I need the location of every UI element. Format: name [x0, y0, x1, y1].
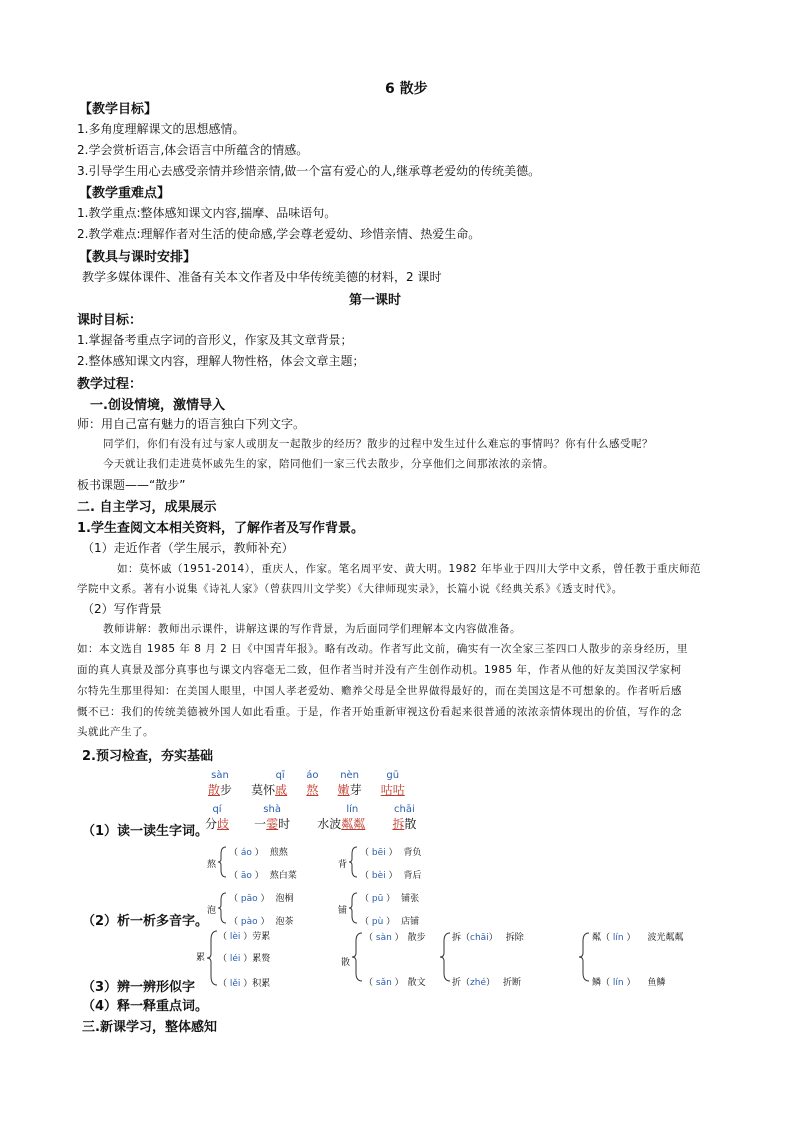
sim-reading: 折（zhé） 折断 — [452, 978, 522, 988]
lesson-heading: 第一课时 — [349, 293, 402, 308]
word-item: gū 咕咕 — [380, 770, 405, 797]
brace — [349, 846, 359, 878]
brace — [352, 932, 364, 982]
sim-reading: 拆（chāi） 拆除 — [452, 933, 524, 943]
poly-reading: （ pào ） 泡茶 — [229, 917, 294, 927]
sim-reading: （ lěi ）积累 — [218, 979, 271, 989]
sim-reading: （ sàn ） 散步 — [364, 933, 426, 943]
section-2-heading: 二. 自主学习，成果展示 — [77, 500, 217, 515]
brace — [218, 892, 228, 924]
sim-reading: （ sǎn ） 散文 — [364, 978, 426, 988]
read-words-heading: （1）读一读生字词。 — [82, 824, 209, 839]
word-item: sàn 散步 — [208, 770, 233, 797]
word-item: shà 一霎时 — [254, 804, 291, 831]
poly-char: 泡 — [207, 906, 217, 916]
sim-reading: （ lèi ）劳累 — [218, 932, 271, 942]
keypoint-item: 2.教学难点:理解作者对生活的使命感,学会尊老爱幼、珍惜亲情、热爱生命。 — [77, 227, 481, 241]
poly-char: 熬 — [207, 860, 217, 870]
background-text: 面的真人真景及部分真事也与课文内容毫无二致，但作者当时并没有产生创作动机。1985 年，作者从他的好友美国汉学家柯 — [77, 664, 682, 676]
brace — [218, 846, 228, 878]
board-title: 板书课题——“散步” — [77, 478, 186, 492]
background-text: 如：本文选自 1985 年 8 月 2 日《中国青年报》。略有改动。作者写此文前，确实有一次全家三荃四口人散步的亲身经历，里 — [77, 643, 688, 655]
brace — [349, 892, 359, 924]
word-row-1 — [208, 770, 419, 798]
poly-char: 铺 — [338, 906, 348, 916]
poly-reading: （ áo ） 煎熬 — [229, 848, 288, 858]
brace — [579, 932, 591, 982]
goal-item: 2.学会赏析语言,体会语言中所蕴含的情感。 — [77, 143, 309, 157]
poly-char: 背 — [338, 860, 348, 870]
sim-char: 散 — [341, 958, 351, 968]
section-1-heading: 一.创设情境，激情导入 — [90, 398, 225, 413]
goal-item: 3.引导学生用心去感受亲情并珍惜亲情,做一个富有爱心的人,继承尊老爱幼的传统美德。 — [77, 164, 541, 178]
sim-reading: 鳞（ lín ） 鱼鳞 — [592, 978, 666, 988]
similar-heading: （3）辨一辨形似字 — [82, 980, 196, 995]
author-heading: （1）走近作者（学生展示，教师补充） — [82, 541, 294, 555]
background-text: 头就此产生了。 — [77, 726, 154, 738]
background-teacher: 教师讲解：教师出示课件，讲解这课的写作背景，为后面同学们理解本文内容做准备。 — [103, 623, 521, 635]
poly-reading: （ pù ） 店铺 — [360, 917, 420, 927]
author-text: 学院中文系。著有小说集《诗礼人家》（曾获四川文学奖）《大律师现实录》，长篇小说《经典关系》《透支时代》。 — [77, 583, 623, 595]
page-title: 6 散步 — [385, 81, 428, 97]
section-3-heading: 三.新课学习，整体感知 — [82, 1020, 217, 1035]
word-item: nèn 嫩芽 — [337, 770, 362, 797]
poly-reading: （ bèi ） 背后 — [360, 871, 422, 881]
tools-text: 教学多媒体课件、准备有关本文作者及中华传统美德的材料，2 课时 — [82, 270, 442, 284]
section-2-item-2: 2.预习检查，夯实基础 — [82, 749, 213, 764]
sim-char: 累 — [196, 953, 206, 963]
objective-item: 2.整体感知课文内容，理解人物性格，体会文章主题； — [77, 354, 365, 368]
word-item: chāi 拆散 — [392, 804, 417, 831]
keypoints-heading: 【教学重难点】 — [79, 186, 171, 201]
process-heading: 教学过程： — [77, 377, 143, 392]
poly-reading: （ pāo ） 泡桐 — [229, 894, 294, 904]
section-1-para: 今天就让我们走进莫怀戚先生的家，陪同他们一家三代去散步，分享他们之间那浓浓的亲情。 — [103, 458, 554, 470]
sim-reading: （ léi ）累赘 — [218, 954, 271, 964]
objective-item: 1.掌握备考重点字词的音形义，作家及其文章背景； — [77, 333, 353, 347]
goals-heading: 【教学目标】 — [79, 102, 158, 117]
word-item: qí 分歧 — [205, 804, 230, 831]
section-2-item-1: 1.学生查阅文本相关资料，了解作者及写作背景。 — [77, 521, 364, 536]
background-heading: （2）写作背景 — [82, 602, 162, 616]
poly-reading: （ pū ） 铺张 — [360, 894, 420, 904]
keypoint-item: 1.教学重点:整体感知课文内容,揣摩、品味语句。 — [77, 206, 337, 220]
background-text: 尔特先生那里得知：在美国人眼里，中国人孝老爱幼、赡养父母是全世界做得最好的，而在美国这是不可想象的。作者听后感 — [77, 685, 682, 697]
word-item: áo 熬 — [306, 770, 319, 797]
brace — [440, 932, 452, 982]
section-1-intro: 师：用自己富有魅力的语言独白下列文字。 — [77, 417, 306, 431]
tools-heading: 【教具与课时安排】 — [79, 250, 197, 265]
objectives-heading: 课时目标： — [77, 313, 143, 328]
goal-item: 1.多角度理解课文的思想感情。 — [77, 122, 245, 136]
poly-reading: （ bēi ） 背负 — [360, 848, 422, 858]
polyphonic-heading: （2）析一析多音字。 — [82, 914, 209, 929]
word-item: lín 水波粼粼 — [317, 804, 366, 831]
word-item: qī 莫怀戚 — [251, 770, 288, 797]
background-text: 慨不已：我们的传统美德被外国人如此看重。于是，作者开始重新审视这份看起来很普通的浓浓亲情体现出的价值，写作的念 — [77, 706, 682, 718]
key-words-heading: （4）释一释重点词。 — [82, 999, 209, 1014]
section-1-para: 同学们，你们有没有过与家人或朋友一起散步的经历？散步的过程中发生过什么难忘的事情吗？你有什么感受呢？ — [103, 438, 653, 450]
sim-reading: 粼（ lín ） 波光粼粼 — [592, 933, 684, 943]
word-row-2 — [205, 804, 430, 832]
poly-reading: （ āo ） 熬白菜 — [229, 871, 297, 881]
author-text: 如：莫怀戚（1951-2014），重庆人，作家。笔名周平安、黄大明。1982 年毕业于四川大学中文系，曾任教于重庆师范 — [117, 563, 702, 575]
